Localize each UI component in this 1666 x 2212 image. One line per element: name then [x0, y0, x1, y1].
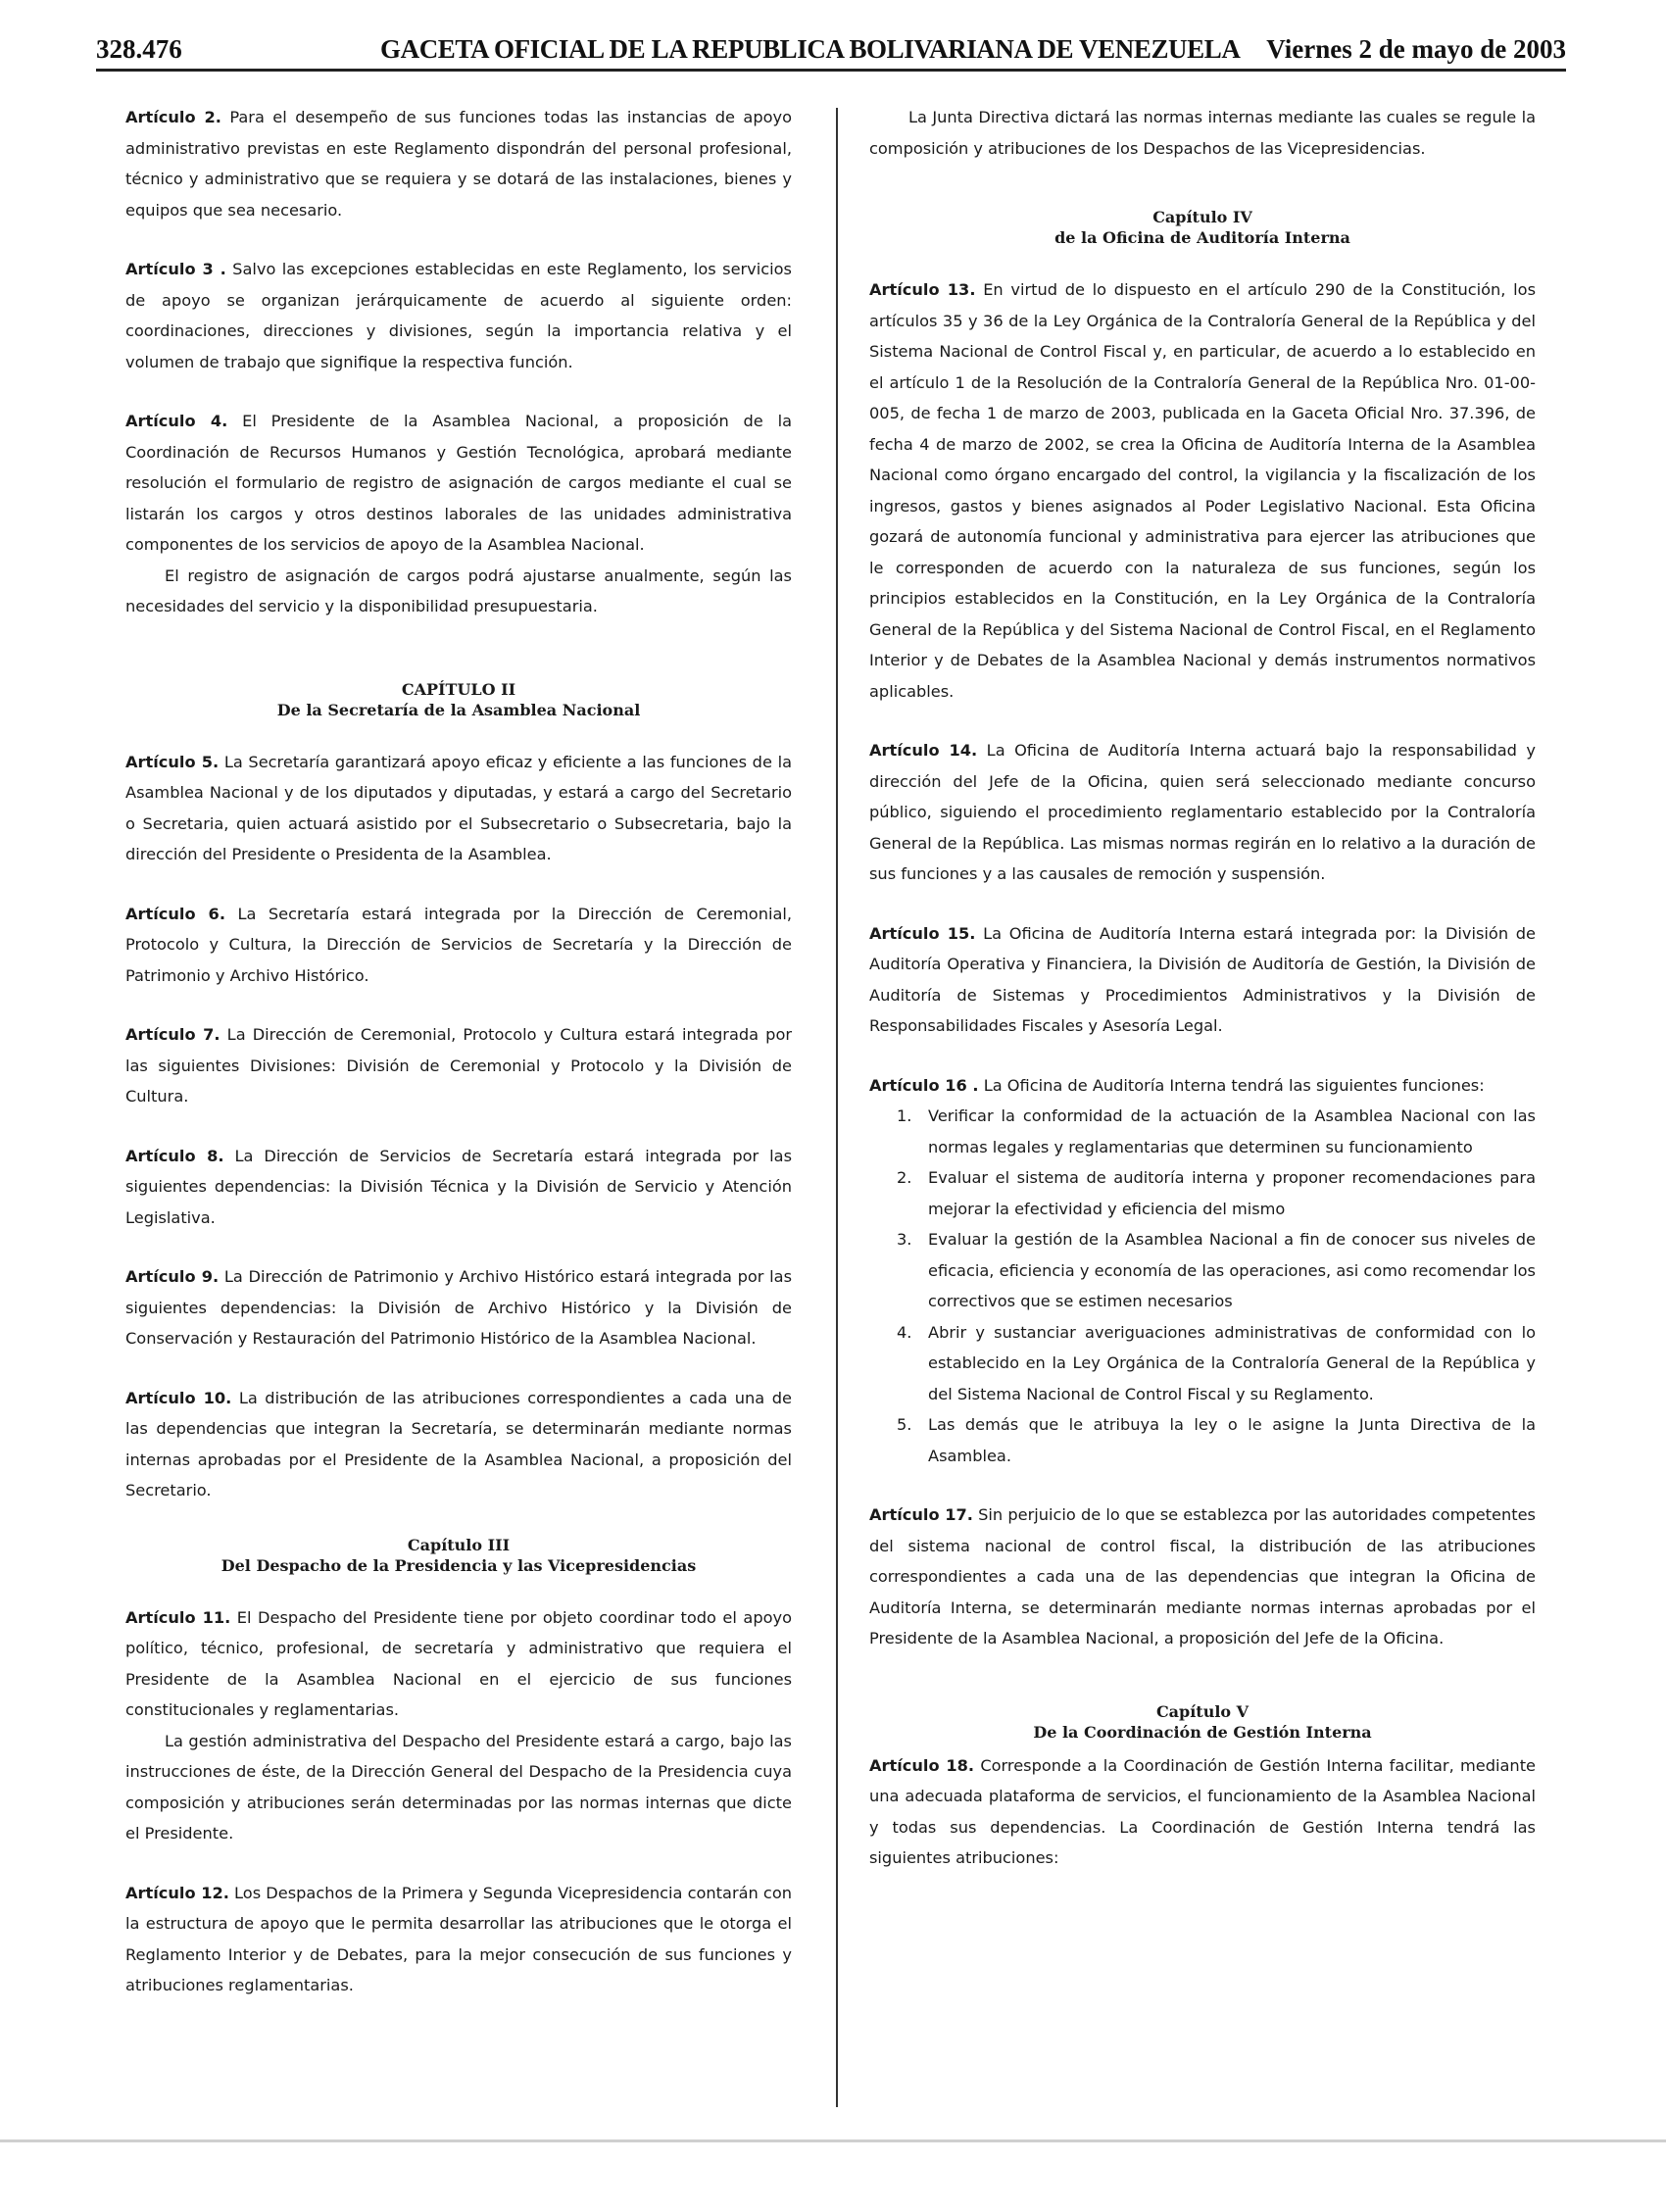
article-text: Corresponde a la Coordinación de Gestión Interna facilitar, mediante una adecuada plataforma de servicios, el funcionamiento de la Asamblea Nacional y todas sus dependencias. La Coordinación de Gestión Interna tendrá las siguientes atribuciones: — [869, 1755, 1536, 1867]
chapter-3-heading — [125, 1535, 792, 1576]
list-item — [897, 1317, 1536, 1410]
left-column — [125, 102, 792, 2030]
article-label: Artículo 18. — [869, 1755, 975, 1775]
chapter-title: de la Oficina de Auditoría Interna — [1054, 228, 1350, 247]
article-label: Artículo 8. — [125, 1146, 224, 1165]
article-11 — [125, 1602, 792, 1849]
chapter-number: Capítulo V — [1155, 1701, 1250, 1721]
issue-date: Viernes 2 de mayo de 2003 — [1266, 34, 1566, 64]
article-text: La distribución de las atribuciones correspondientes a cada una de las dependencias que integran la Secretaría, se determinarán mediante normas internas aprobadas por el Presidente de la Asamblea Nacional, a proposición del Secretario. — [125, 1388, 792, 1499]
article-4 — [125, 406, 792, 622]
article-text: Salvo las excepciones establecidas en este Reglamento, los servicios de apoyo se organizan jerárquicamente de acuerdo al siguiente orden: coordinaciones, direcciones y divisiones, según la importancia relativa y el volumen de trabajo que signifique la respectiva función. — [125, 260, 792, 371]
article-12-continuation — [869, 102, 1536, 164]
article-18 — [869, 1750, 1536, 1874]
functions-list — [869, 1101, 1536, 1471]
list-item — [897, 1162, 1536, 1224]
page-number: 328.476 — [96, 34, 182, 64]
list-number: 4. — [897, 1322, 912, 1342]
article-text: Sin perjuicio de lo que se establezca por las autoridades competentes del sistema nacional de control fiscal, la distribución de las atribuciones correspondientes a cada una de las dependencias que integran la Oficina de Auditoría Interna, se determinarán mediante normas internas aprobadas por el Presidente de la Asamblea Nacional, a proposición del Jefe de la Oficina. — [869, 1505, 1536, 1647]
article-5 — [125, 747, 792, 870]
list-item — [897, 1224, 1536, 1317]
article-paragraph: El registro de asignación de cargos podrá ajustarse anualmente, según las necesidades del servicio y la disponibilidad presupuestaria. — [125, 565, 792, 615]
chapter-4-heading — [869, 207, 1536, 248]
chapter-2-heading — [125, 679, 792, 720]
article-text: En virtud de lo dispuesto en el artículo 290 de la Constitución, los artículos 35 y 36 de la Ley Orgánica de la Contraloría General de la República y del Sistema Nacional de Control Fiscal y, en particular, de acuerdo a lo establecido en el artículo 1 de la Resolución de la Contraloría General de la República Nro. 01-00-005, de fecha 1 de marzo de 2003, publicada en la Gaceta Oficial Nro. 37.396, de fecha 4 de marzo de 2002, se crea la Oficina de Auditoría Interna de la Asamblea Nacional como órgano encargado del control, la vigilancia y la fiscalización de los ingresos, gastos y bienes asignados al Poder Legislativo Nacional. Esta Oficina gozará de autonomía funcional y administrativa para ejercer las atribuciones que le corresponden de acuerdo con la naturaleza de sus funciones, según los principios establecidos en la Constitución, en la Ley Orgánica de la Contraloría General de la República y del Sistema Nacional de Control Fiscal, en el Reglamento Interior y de Debates de la Asamblea Nacional y demás instrumentos normativos aplicables. — [869, 280, 1537, 701]
list-item — [897, 1101, 1536, 1162]
chapter-title: De la Secretaría de la Asamblea Nacional — [276, 700, 641, 719]
article-6 — [125, 899, 792, 992]
article-16 — [869, 1070, 1536, 1472]
article-label: Artículo 7. — [125, 1025, 220, 1044]
article-text: La Oficina de Auditoría Interna estará integrada por: la División de Auditoría Operativa y Financiera, la División de Auditoría de Gestión, la División de Auditoría de Sistemas y Procedimientos Administrativos y la División de Responsabilidades Fiscales y Asesoría Legal. — [869, 923, 1536, 1035]
article-text: La Oficina de Auditoría Interna tendrá las siguientes funciones: — [978, 1075, 1485, 1095]
article-2 — [125, 102, 792, 225]
article-label: Artículo 14. — [869, 741, 978, 760]
article-label: Artículo 16 . — [869, 1075, 979, 1095]
article-paragraph: La Junta Directiva dictará las normas internas mediante las cuales se regule la composición y atribuciones de los Despachos de las Vicepresidencias. — [869, 108, 1536, 158]
article-paragraph: La gestión administrativa del Despacho del Presidente estará a cargo, bajo las instrucciones de éste, de la Dirección General del Despacho de la Presidencia cuya composición y atribuciones serán determinadas por las normas internas que dicte el Presidente. — [125, 1731, 792, 1843]
list-number: 5. — [897, 1415, 912, 1434]
article-label: Artículo 17. — [869, 1505, 973, 1524]
article-label: Artículo 3 . — [125, 260, 226, 278]
list-text: Abrir y sustanciar averiguaciones administrativas de conformidad con lo establecido en la Ley Orgánica de la Contraloría General de la República y del Sistema Nacional de Control Fiscal y su Reglamento. — [928, 1322, 1536, 1403]
article-label: Artículo 9. — [125, 1267, 220, 1286]
article-label: Artículo 13. — [869, 280, 976, 299]
article-text: La Secretaría garantizará apoyo eficaz y eficiente a las funciones de la Asamblea Nacional y de los diputados y diputadas, y estará a cargo del Secretario o Secretaria, quien actuará asistido por el Subsecretario o Subsecretaria, bajo la dirección del Presidente o Presidenta de la Asamblea. — [125, 752, 792, 863]
list-text: Evaluar la gestión de la Asamblea Nacional a fin de conocer sus niveles de eficacia, eficiencia y economía de las operaciones, asi como recomendar los correctivos que se estimen necesarios — [928, 1230, 1536, 1310]
chapter-number: Capítulo IV — [1152, 208, 1252, 226]
article-12 — [125, 1878, 792, 2001]
article-label: Artículo 5. — [125, 752, 220, 771]
article-17 — [869, 1499, 1536, 1654]
list-item — [897, 1409, 1536, 1471]
column-divider — [836, 108, 838, 2107]
article-label: Artículo 11. — [125, 1607, 231, 1627]
article-15 — [869, 918, 1536, 1042]
list-number: 3. — [897, 1230, 912, 1249]
article-text: La Dirección de Servicios de Secretaría estará integrada por las siguientes dependencias: la División Técnica y la División de Servicio y Atención Legislativa. — [125, 1146, 792, 1227]
chapter-number: Capítulo III — [407, 1535, 511, 1554]
article-7 — [125, 1019, 792, 1112]
article-text: El Despacho del Presidente tiene por objeto coordinar todo el apoyo político, técnico, profesional, de secretaría y administrativo que requiera el Presidente de la Asamblea Nacional en el ejercicio de sus funciones constitucionales y reglamentarias. — [125, 1607, 792, 1719]
article-14 — [869, 735, 1536, 890]
chapter-title: Del Despacho de la Presidencia y las Vicepresidencias — [220, 1555, 697, 1575]
article-text: La Secretaría estará integrada por la Dirección de Ceremonial, Protocolo y Cultura, la Dirección de Servicios de Secretaría y la Dirección de Patrimonio y Archivo Histórico. — [125, 904, 793, 985]
article-3 — [125, 254, 792, 377]
article-9 — [125, 1261, 792, 1354]
article-text: La Oficina de Auditoría Interna actuará bajo la responsabilidad y dirección del Jefe de la Oficina, quien será seleccionado mediante concurso público, siguiendo el procedimiento reglamentario establecido por la Contraloría General de la República. Las mismas normas regirán en lo relativo a la duración de sus funciones y a las causales de remoción y suspensión. — [869, 741, 1536, 883]
list-number: 2. — [897, 1168, 912, 1187]
article-label: Artículo 2. — [125, 108, 221, 126]
gazette-title: GACETA OFICIAL DE LA REPUBLICA BOLIVARIANA DE VENEZUELA — [380, 34, 1241, 64]
article-label: Artículo 6. — [125, 904, 225, 923]
article-13 — [869, 274, 1536, 707]
list-text: Verificar la conformidad de la actuación de la Asamblea Nacional con las normas legales y reglamentarias que determinen su funcionamiento — [928, 1106, 1536, 1156]
article-text: Los Despachos de la Primera y Segunda Vicepresidencia contarán con la estructura de apoyo que le permita desarrollar las atribuciones que le otorga el Reglamento Interior y de Debates, para la mejor consecución de sus funciones y atribuciones reglamentarias. — [125, 1883, 792, 1994]
article-text: La Dirección de Ceremonial, Protocolo y Cultura estará integrada por las siguientes Divisiones: División de Ceremonial y Protocolo y la División de Cultura. — [125, 1025, 793, 1106]
scan-bottom-edge — [0, 2139, 1666, 2142]
right-column — [869, 102, 1536, 1902]
article-8 — [125, 1141, 792, 1234]
article-text: El Presidente de la Asamblea Nacional, a proposición de la Coordinación de Recursos Humanos y Gestión Tecnológica, aprobará mediante resolución el formulario de registro de asignación de cargos mediante el cual se listarán los cargos y otros destinos laborales de las unidades administrativa componentes de los servicios de apoyo de la Asamblea Nacional. — [125, 412, 792, 554]
article-10 — [125, 1383, 792, 1506]
chapter-5-heading — [869, 1701, 1536, 1743]
article-text: Para el desempeño de sus funciones todas las instancias de apoyo administrativo previstas en este Reglamento dispondrán del personal profesional, técnico y administrativo que se requiera y se dotará de las instalaciones, bienes y equipos que sea necesario. — [125, 108, 792, 220]
gazette-header — [96, 33, 1566, 72]
article-label: Artículo 4. — [125, 412, 228, 430]
chapter-number: CAPÍTULO II — [401, 679, 516, 699]
article-text: La Dirección de Patrimonio y Archivo Histórico estará integrada por las siguientes dependencias: la División de Archivo Histórico y la División de Conservación y Restauración del Patrimonio Histórico de la Asamblea Nacional. — [125, 1267, 793, 1348]
article-label: Artículo 15. — [869, 923, 976, 943]
article-label: Artículo 10. — [125, 1388, 232, 1407]
list-number: 1. — [897, 1106, 912, 1125]
list-text: Las demás que le atribuya la ley o le asigne la Junta Directiva de la Asamblea. — [928, 1415, 1536, 1465]
chapter-title: De la Coordinación de Gestión Interna — [1033, 1722, 1372, 1742]
article-label: Artículo 12. — [125, 1883, 229, 1902]
list-text: Evaluar el sistema de auditoría interna y proponer recomendaciones para mejorar la efectividad y eficiencia del mismo — [928, 1168, 1536, 1218]
